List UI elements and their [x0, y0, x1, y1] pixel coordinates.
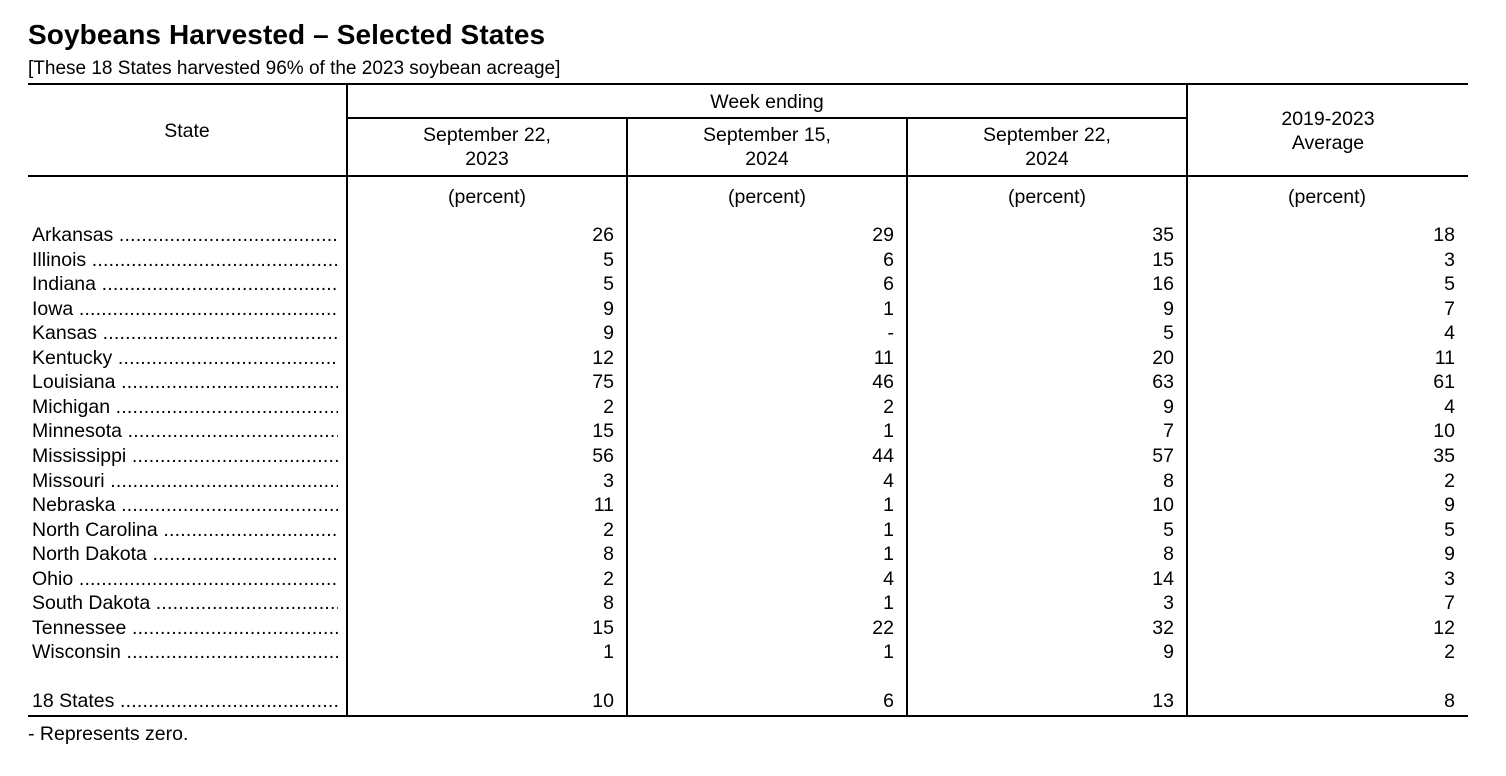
state-name [32, 616, 338, 640]
state-name [32, 395, 338, 419]
table-cell: 2 [603, 567, 614, 590]
table-cell: 6 [883, 248, 894, 271]
header-line: September 15, [703, 124, 831, 146]
unit-label: (percent) [1007, 186, 1087, 208]
header-line: 2023 [465, 148, 509, 170]
state-label: Mississippi [32, 444, 127, 467]
state-name [32, 640, 338, 664]
header-col-average [1188, 107, 1468, 155]
table-row [0, 370, 1506, 395]
table-cell: 15 [592, 420, 614, 443]
table-cell: 32 [1152, 616, 1174, 639]
table-cell: 12 [592, 346, 614, 369]
table-cell: 5 [1163, 322, 1174, 345]
table-cell: 2 [603, 518, 614, 541]
table-cell: 5 [603, 248, 614, 271]
week-ending-rule [347, 117, 1187, 119]
header-line: 2024 [1025, 148, 1069, 170]
header-bottom-rule [28, 175, 1468, 177]
state-label: Wisconsin [32, 641, 121, 664]
table-cell: 2 [1444, 641, 1455, 664]
table-cell: 14 [1152, 567, 1174, 590]
state-label: Iowa [32, 297, 74, 320]
table-cell: 1 [883, 543, 894, 566]
table-row [0, 223, 1506, 248]
header-line: Average [1291, 132, 1365, 154]
state-name [32, 444, 338, 468]
table-cell: - [887, 322, 894, 345]
header-week-ending: Week ending [710, 91, 824, 113]
table-cell: 9 [603, 322, 614, 345]
table-cell: 1 [883, 494, 894, 517]
state-label: North Dakota [32, 543, 147, 566]
table-row [0, 591, 1506, 616]
header-col-sep22-2023 [348, 123, 626, 171]
state-label: Kansas [32, 322, 98, 345]
page-subtitle: [These 18 States harvested 96% of the 2023 soybean acreage] [28, 58, 561, 79]
table-cell: 9 [1163, 395, 1174, 418]
state-label: Indiana [32, 273, 96, 296]
state-label: Nebraska [32, 494, 116, 517]
table-cell: 5 [1444, 273, 1455, 296]
table-cell: 8 [603, 592, 614, 615]
state-label: Ohio [32, 567, 74, 590]
state-name [32, 321, 338, 345]
table-row [0, 248, 1506, 273]
table-cell: 7 [1163, 420, 1174, 443]
table-cell: 46 [872, 371, 894, 394]
table-row [0, 297, 1506, 322]
table-cell: 26 [592, 224, 614, 246]
state-label: Minnesota [32, 420, 122, 443]
table-cell: 8 [1163, 543, 1174, 566]
table-cell: 8 [603, 543, 614, 566]
table-row [0, 567, 1506, 592]
table-cell: 29 [872, 224, 894, 246]
table-cell: 1 [883, 641, 894, 664]
table-cell: 10 [592, 690, 614, 712]
table-cell: 56 [592, 444, 614, 467]
table-cell: 6 [883, 273, 894, 296]
table-top-rule [28, 83, 1468, 85]
state-label: Tennessee [32, 616, 127, 639]
state-label: Arkansas [32, 224, 114, 246]
table-row [0, 419, 1506, 444]
table-cell: 4 [883, 469, 894, 492]
table-row [0, 616, 1506, 641]
header-line: 2024 [745, 148, 789, 170]
state-name [32, 223, 338, 247]
header-col-sep22-2024 [908, 123, 1186, 171]
table-bottom-rule [28, 715, 1468, 717]
state-label: North Carolina [32, 518, 158, 541]
unit-label: (percent) [727, 186, 807, 208]
state-label: 18 States [32, 690, 115, 712]
table-cell: 35 [1152, 224, 1174, 246]
table-cell: 57 [1152, 444, 1174, 467]
table-cell: 35 [1433, 444, 1455, 467]
table-cell: 1 [883, 518, 894, 541]
page-title: Soybeans Harvested – Selected States [28, 19, 546, 50]
table-cell: 9 [1163, 641, 1174, 664]
table-cell: 3 [1444, 567, 1455, 590]
table-cell: 9 [1444, 494, 1455, 517]
table-cell: 11 [593, 494, 614, 517]
total-row [0, 689, 1506, 714]
state-label: Michigan [32, 395, 111, 418]
table-row [0, 542, 1506, 567]
table-cell: 9 [1444, 543, 1455, 566]
table-cell: 9 [1163, 297, 1174, 320]
table-cell: 2 [883, 395, 894, 418]
state-name [32, 518, 338, 542]
table-row [0, 346, 1506, 371]
unit-label: (percent) [1287, 186, 1367, 208]
state-name [32, 248, 338, 272]
table-cell: 44 [872, 444, 894, 467]
table-row [0, 321, 1506, 346]
table-cell: 1 [883, 592, 894, 615]
table-cell: 2 [603, 395, 614, 418]
table-cell: 10 [1152, 494, 1174, 517]
table-cell: 63 [1152, 371, 1174, 394]
table-cell: 12 [1433, 616, 1455, 639]
unit-label: (percent) [447, 186, 527, 208]
table-cell: 1 [883, 297, 894, 320]
table-row [0, 395, 1506, 420]
table-cell: 15 [1152, 248, 1174, 271]
state-label: Louisiana [32, 371, 116, 394]
table-cell: 11 [1434, 346, 1455, 369]
table-cell: 5 [1163, 518, 1174, 541]
state-name [32, 567, 338, 591]
table-cell: 5 [603, 273, 614, 296]
state-name [32, 346, 338, 370]
table-row [0, 444, 1506, 469]
table-cell: 1 [603, 641, 614, 664]
table-cell: 2 [1444, 469, 1455, 492]
state-name [32, 469, 338, 493]
state-name [32, 591, 338, 615]
table-cell: 8 [1163, 469, 1174, 492]
table-cell: 3 [603, 469, 614, 492]
header-line: 2019-2023 [1281, 108, 1375, 130]
table-cell: 8 [1444, 690, 1455, 712]
table-row [0, 493, 1506, 518]
table-cell: 61 [1433, 371, 1455, 394]
table-cell: 16 [1152, 273, 1174, 296]
table-cell: 3 [1163, 592, 1174, 615]
table-cell: 13 [1152, 690, 1174, 712]
state-name [32, 542, 338, 566]
header-col-sep15-2024 [628, 123, 906, 171]
header-line: September 22, [983, 124, 1111, 146]
header-line: September 22, [423, 124, 551, 146]
table-cell: 4 [883, 567, 894, 590]
state-label: South Dakota [32, 592, 151, 615]
table-cell: 3 [1444, 248, 1455, 271]
table-cell: 9 [603, 297, 614, 320]
table-cell: 7 [1444, 297, 1455, 320]
table-cell: 22 [872, 616, 894, 639]
table-cell: 11 [873, 346, 894, 369]
state-name [32, 370, 338, 394]
state-name [32, 419, 338, 443]
table-cell: 4 [1444, 322, 1455, 345]
footnote: - Represents zero. [28, 723, 189, 745]
table-cell: 20 [1152, 346, 1174, 369]
table-cell: 75 [592, 371, 614, 394]
table-row [0, 518, 1506, 543]
table-cell: 6 [883, 690, 894, 712]
state-name [32, 272, 338, 296]
header-state: State [164, 120, 210, 142]
state-label: Kentucky [32, 346, 113, 369]
state-label: Illinois [32, 248, 87, 271]
state-name [32, 689, 338, 713]
table-cell: 10 [1433, 420, 1455, 443]
table-cell: 5 [1444, 518, 1455, 541]
state-name [32, 297, 338, 321]
table-cell: 1 [883, 420, 894, 443]
table-cell: 4 [1444, 395, 1455, 418]
table-cell: 7 [1444, 592, 1455, 615]
table-cell: 15 [592, 616, 614, 639]
table-row [0, 469, 1506, 494]
table-row [0, 640, 1506, 665]
table-cell: 18 [1433, 224, 1455, 246]
state-label: Missouri [32, 469, 105, 492]
state-name [32, 493, 338, 517]
table-row [0, 272, 1506, 297]
